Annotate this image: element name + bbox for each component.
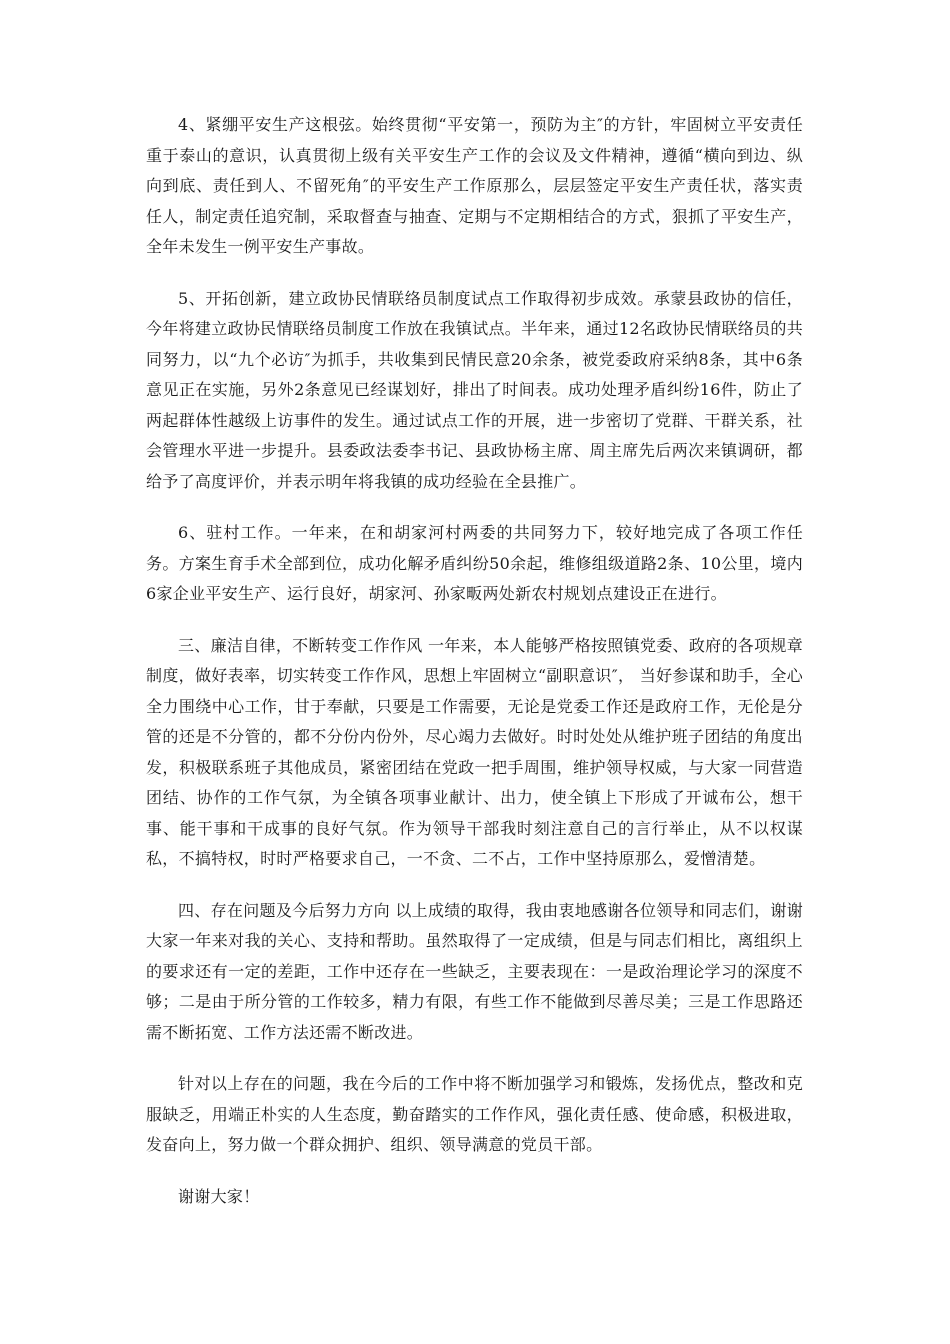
document-body — [146, 110, 803, 1233]
paragraph-village-work: 6、驻村工作。一年来，在和胡家河村两委的共同努力下，较好地完成了各项工作任务。方案生育手术全部到位，成功化解矛盾纠纷50余起，维修组级道路2条、10公里，境内6家企业平安生产、运行良好，胡家河、孙家畈两处新农村规划点建设正在进行。 — [146, 523, 803, 603]
paragraph-liaison-pilot: 5、开拓创新，建立政协民情联络员制度试点工作取得初步成效。承蒙县政协的信任，今年将建立政协民情联络员制度工作放在我镇试点。半年来，通过12名政协民情联络员的共同努力，以“九个必访″为抓手，共收集到民情民意20余条，被党委政府采纳8条，其中6条意见正在实施，另外2条意见已经谋划好，排出了时间表。成功处理矛盾纠纷16件，防止了两起群体性越级上访事件的发生。通过试点工作的开展，进一步密切了党群、干群关系，社会管理水平进一步提升。县委政法委李书记、县政协杨主席、周主席先后两次来镇调研，都给予了高度评价，并表示明年将我镇的成功经验在全县推广。 — [146, 288, 803, 491]
paragraph-safety-production: 4、紧绷平安生产这根弦。始终贯彻“平安第一，预防为主″的方针，牢固树立平安责任重于泰山的意识，认真贯彻上级有关平安生产工作的会议及文件精神，遵循“横向到边、纵向到底、责任到人、不留死角″的平安生产工作原那么，层层签定平安生产责任状，落实责任人，制定责任追究制，采取督查与抽查、定期与不定期相结合的方式，狠抓了平安生产，全年未发生一例平安生产事故。 — [146, 115, 803, 256]
closing-thanks: 谢谢大家！ — [178, 1186, 260, 1206]
paragraph-integrity: 三、廉洁自律，不断转变工作作风 一年来，本人能够严格按照镇党委、政府的各项规章制度，做好表率，切实转变工作作风，思想上牢固树立“副职意识″， 当好参谋和助手，全心全力围绕中心工作，甘于奉献，只要是工作需要，无论是党委工作还是政府工作，无伦是分管的还是不分管的，都不分份内份外，尽心竭力去做好。时时处处从维护班子团结的角度出发，积极联系班子其他成员，紧密团结在党政一把手周围，维护领导权威，与大家一同营造团结、协作的工作气氛，为全镇各项事业献计、出力，使全镇上下形成了开诚布公，想干事、能干事和干成事的良好气氛。作为领导干部我时刻注意自己的言行举止，从不以权谋私，不搞特权，时时严格要求自己，一不贪、二不占，工作中坚持原那么，爱憎清楚。 — [146, 635, 803, 868]
paragraph-future-efforts: 针对以上存在的问题，我在今后的工作中将不断加强学习和锻炼，发扬优点，整改和克服缺乏，用端正朴实的人生态度，勤奋踏实的工作作风，强化责任感、使命感，积极进取，发奋向上，努力做一个群众拥护、组织、领导满意的党员干部。 — [146, 1074, 803, 1154]
paragraph-problems: 四、存在问题及今后努力方向 以上成绩的取得，我由衷地感谢各位领导和同志们，谢谢大家一年来对我的关心、支持和帮助。虽然取得了一定成绩，但是与同志们相比，离组织上的要求还有一定的差距，工作中还存在一些缺乏，主要表现在：一是政治理论学习的深度不够；二是由于所分管的工作较多，精力有限，有些工作不能做到尽善尽美；三是工作思路还需不断拓宽、工作方法还需不断改进。 — [146, 900, 803, 1042]
